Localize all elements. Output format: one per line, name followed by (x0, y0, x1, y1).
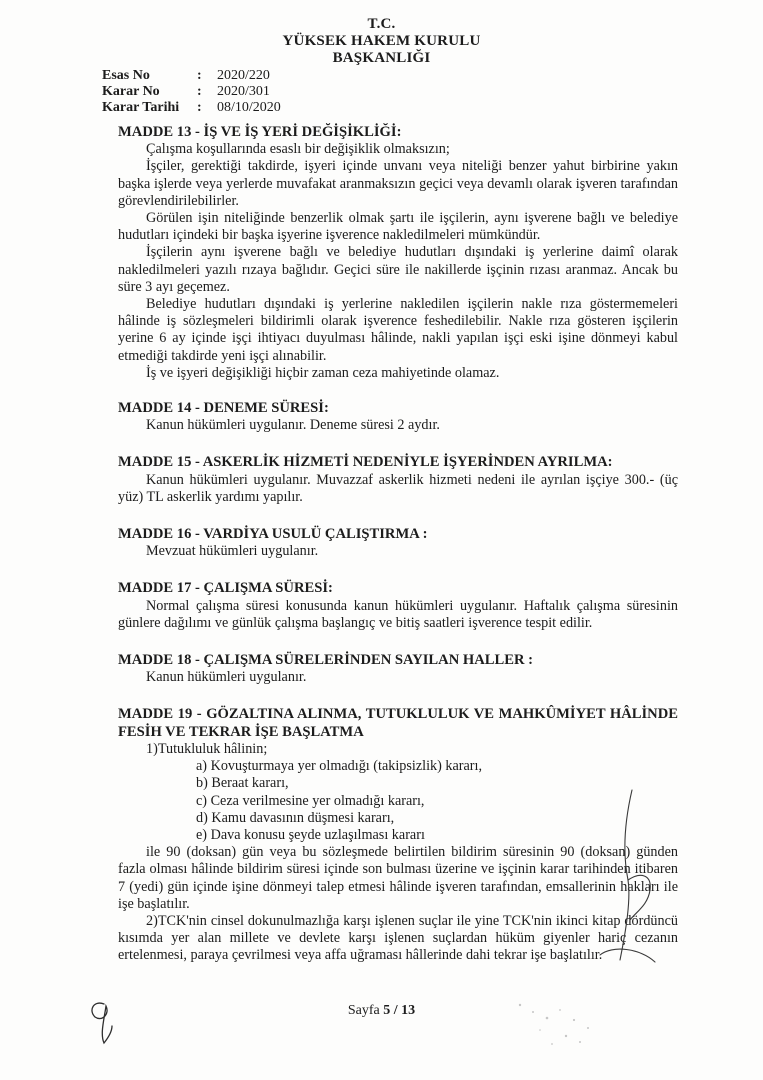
article-title: MADDE 15 - ASKERLİK HİZMETİ NEDENİYLE İŞYERİNDEN AYRILMA: (118, 454, 613, 471)
paragraph: İşçiler, gerektiği takdirde, işyeri içinde unvanı veya niteliği benzer yahut birbirine yakın başka işlerde veya yerlerde muvafakat aranmaksızın geçici veya devamlı olarak işveren tarafından görevlendirilebilirler. (118, 158, 678, 209)
meta-separator: : (197, 68, 202, 83)
paragraph: Normal çalışma süresi konusunda kanun hükümleri uygulanır. Haftalık çalışma süresinin günlere dağılımı ve günlük çalışma başlangıç ve bitiş saatleri işverence tespit edilir. (118, 597, 678, 631)
paragraph: Kanun hükümleri uygulanır. Muvazzaf askerlik hizmeti nedeni ile ayrılan işçiye 300.- (üç yüz) TL askerlik yardımı yapılır. (118, 471, 678, 505)
stamp-smudge (519, 1004, 589, 1045)
list-item: b) Beraat kararı, (196, 775, 289, 792)
meta-separator: : (197, 100, 202, 115)
article-title: MADDE 16 - VARDİYA USULÜ ÇALIŞTIRMA : (118, 526, 428, 543)
list-item: c) Ceza verilmesine yer olmadığı kararı, (196, 792, 425, 809)
article-title: MADDE 17 - ÇALIŞMA SÜRESİ: (118, 580, 333, 597)
meta-label: Karar Tarihi (102, 100, 180, 115)
signature-left (92, 1003, 112, 1043)
header-tc: T.C. (367, 16, 396, 32)
meta-value: 08/10/2020 (217, 100, 281, 115)
paragraph: Çalışma koşullarında esaslı bir değişiklik olmaksızın; (146, 141, 450, 158)
article-title: MADDE 19 - GÖZALTINA ALINMA, TUTUKLULUK VE MAHKÛMİYET HÂLİNDE FESİH VE TEKRAR İŞE BAŞLATMA (118, 706, 678, 740)
page-total: 13 (401, 1003, 416, 1018)
paragraph: İş ve işyeri değişikliği hiçbir zaman ceza mahiyetinde olamaz. (146, 364, 500, 381)
list-item: d) Kamu davasının düşmesi kararı, (196, 809, 395, 826)
signature-right (600, 790, 655, 962)
article-title: MADDE 18 - ÇALIŞMA SÜRELERİNDEN SAYILAN HALLER : (118, 652, 534, 669)
article-title: MADDE 13 - İŞ VE İŞ YERİ DEĞİŞİKLİĞİ: (118, 124, 402, 140)
paragraph: Belediye hudutları dışındaki iş yerlerine nakledilen işçilerin nakle rıza göstermemeleri hâlinde iş sözleşmeleri bildirimli olarak işverence feshedilebilir. Nakle rıza gösteren işçilerin yerine 6 ay içinde işçi ihtiyacı duyulması hâlinde, nakli yapılan işçi eski işine dönmeyi kabul etmediği takdirde yeni işçi alınabilir. (118, 296, 678, 364)
paragraph: Kanun hükümleri uygulanır. (146, 669, 307, 686)
paragraph: Mevzuat hükümleri uygulanır. (146, 543, 319, 560)
page-divider: / (390, 1003, 402, 1018)
header-institution: YÜKSEK HAKEM KURULU (282, 33, 481, 49)
paragraph: Kanun hükümleri uygulanır. Deneme süresi 2 aydır. (146, 417, 440, 434)
meta-value: 2020/301 (217, 84, 270, 99)
article-title: MADDE 14 - DENEME SÜRESİ: (118, 400, 329, 417)
header-department: BAŞKANLIĞI (332, 50, 431, 66)
meta-value: 2020/220 (217, 68, 270, 83)
meta-label: Karar No (102, 84, 160, 99)
paragraph: 2)TCK'nin cinsel dokunulmazlığa karşı işlenen suçlar ile yine TCK'nin ikinci kitap dördüncü kısımda yer alan millete ve devlete karşı işlenen suçlardan hüküm giyenler hariç cezanın ertelenmesi, paraya çevrilmesi veya affa uğraması hâllerinde dahi tekrar işe başlatılır. (118, 912, 678, 964)
page-prefix: Sayfa (347, 1003, 384, 1018)
list-item: a) Kovuşturmaya yer olmadığı (takipsizlik) kararı, (196, 758, 483, 775)
paragraph: Görülen işin niteliğinde benzerlik olmak şartı ile işçilerin, aynı işverene bağlı ve belediye hudutları içindeki bir başka işyerine işverence nakledilmeleri mümkündür. (118, 210, 678, 244)
paragraph: 1)Tutukluluk hâlinin; (146, 740, 268, 757)
meta-separator: : (197, 84, 202, 99)
paragraph: İşçilerin aynı işverene bağlı ve belediye hudutları dışındaki iş yerlerine daimî olarak nakledilmeleri yazılı rızaya bağlıdır. Geçici süre ile nakillerde işçinin rızası aranmaz. Ancak bu süre 3 ayı geçemez. (118, 244, 678, 295)
paragraph: ile 90 (doksan) gün veya bu sözleşmede belirtilen bildirim süresinin 90 (doksan) günden fazla olması hâlinde bildirim süresi içinde son bulması üzerine ve işçinin karar tarihinden itibaren 7 (yedi) gün içinde işine dönmeyi talep etmesi hâlinde işveren tarafından, emsallerinin hakları ile işe başlatılır. (118, 844, 678, 912)
page-current: 5 (383, 1003, 391, 1018)
meta-label: Esas No (102, 68, 150, 83)
list-item: e) Dava konusu şeyde uzlaşılması kararı (196, 826, 425, 843)
